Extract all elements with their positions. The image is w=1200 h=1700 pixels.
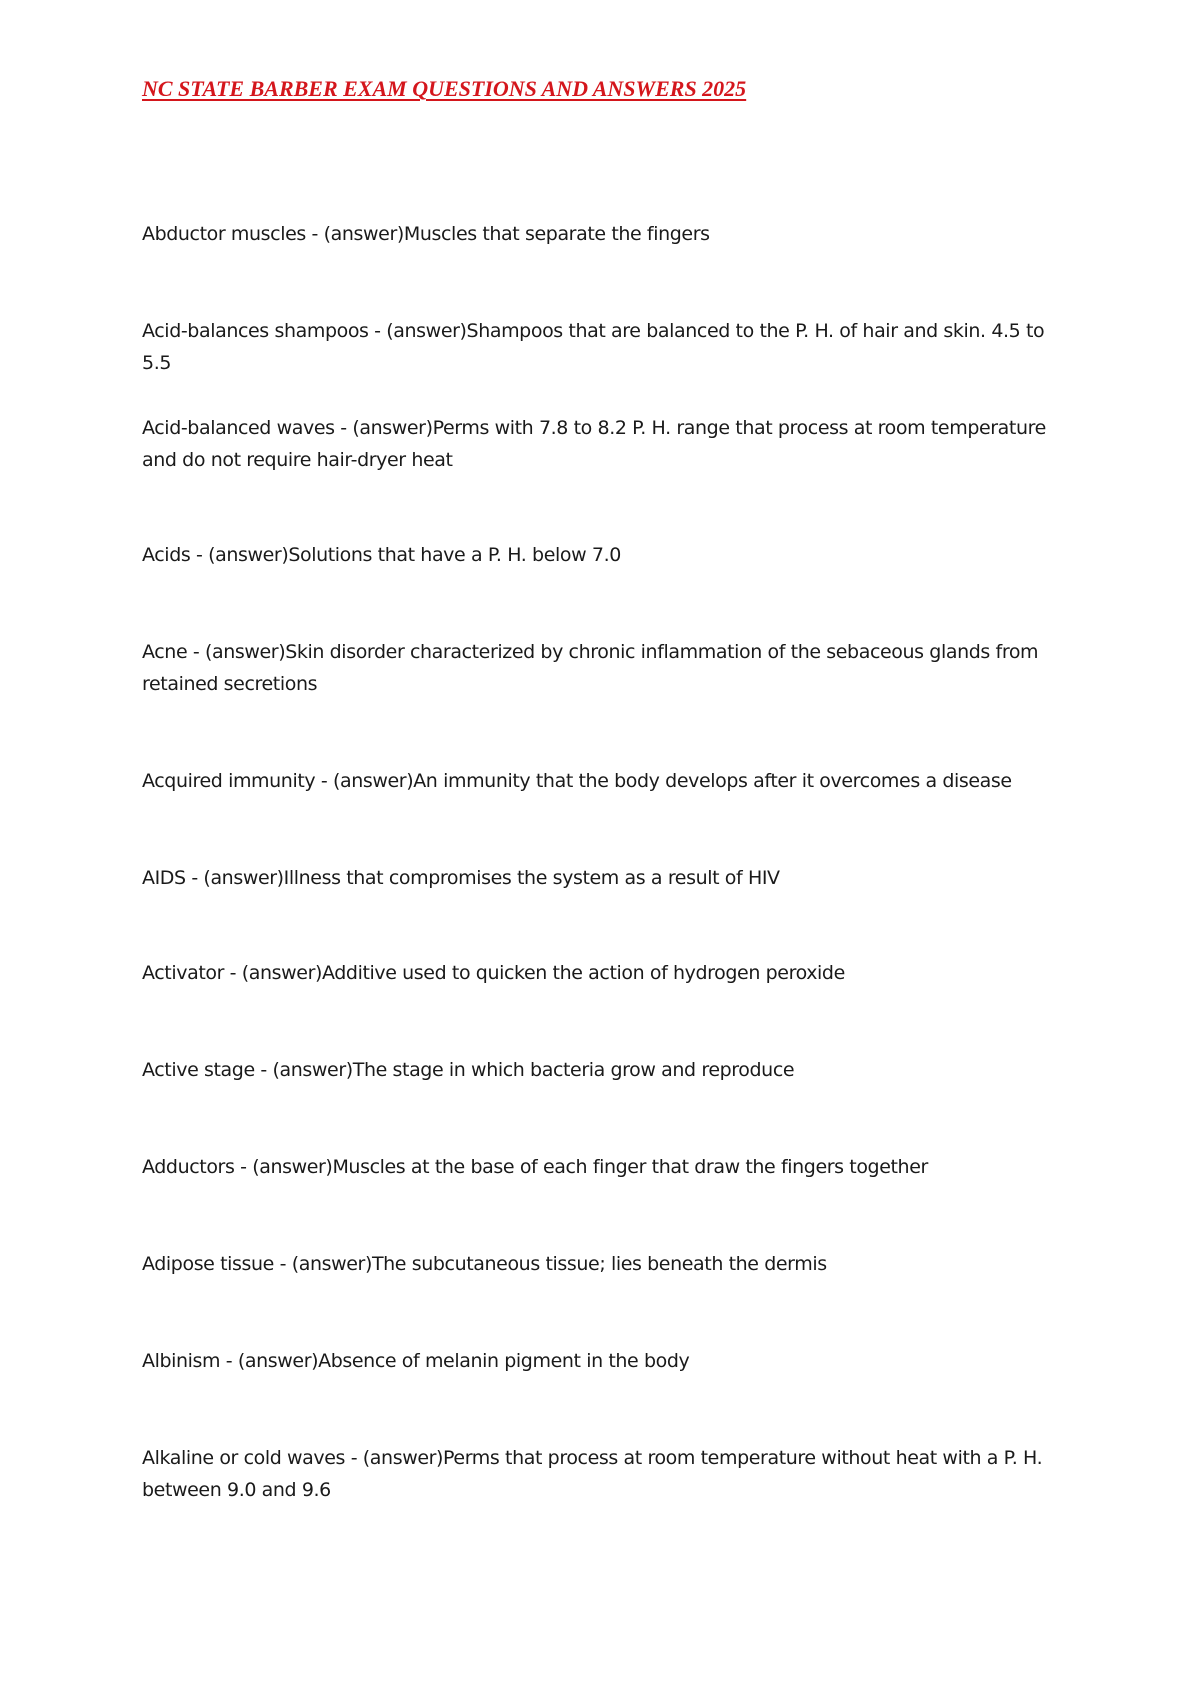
qa-entry-abductor-muscles: Abductor muscles - (answer)Muscles that separate the fingers xyxy=(142,223,710,245)
qa-entry-active-stage: Active stage - (answer)The stage in which bacteria grow and reproduce xyxy=(142,1059,795,1081)
qa-entry-acne: Acne - (answer)Skin disorder characterized by chronic inflammation of the sebaceous glands from retained secretions xyxy=(142,641,1039,695)
qa-entry-albinism: Albinism - (answer)Absence of melanin pigment in the body xyxy=(142,1350,690,1372)
qa-entry-alkaline-cold-waves: Alkaline or cold waves - (answer)Perms that process at room temperature without heat with a P. H. between 9.0 and 9.6 xyxy=(142,1447,1043,1501)
document-title: NC STATE BARBER EXAM QUESTIONS AND ANSWERS 2025 xyxy=(142,76,747,101)
qa-entry-activator: Activator - (answer)Additive used to quicken the action of hydrogen peroxide xyxy=(142,962,845,984)
qa-entry-adductors: Adductors - (answer)Muscles at the base of each finger that draw the fingers together xyxy=(142,1156,928,1178)
qa-entry-acquired-immunity: Acquired immunity - (answer)An immunity that the body develops after it overcomes a disease xyxy=(142,770,1012,792)
qa-entry-acids: Acids - (answer)Solutions that have a P. H. below 7.0 xyxy=(142,544,621,566)
qa-entry-aids: AIDS - (answer)Illness that compromises the system as a result of HIV xyxy=(142,867,780,889)
qa-entry-adipose-tissue: Adipose tissue - (answer)The subcutaneous tissue; lies beneath the dermis xyxy=(142,1253,827,1275)
qa-entry-acid-balanced-waves: Acid-balanced waves - (answer)Perms with 7.8 to 8.2 P. H. range that process at room temperature and do not require hair-dryer heat xyxy=(142,417,1046,471)
qa-entry-acid-balances-shampoos: Acid-balances shampoos - (answer)Shampoos that are balanced to the P. H. of hair and skin. 4.5 to 5.5 xyxy=(142,320,1045,374)
